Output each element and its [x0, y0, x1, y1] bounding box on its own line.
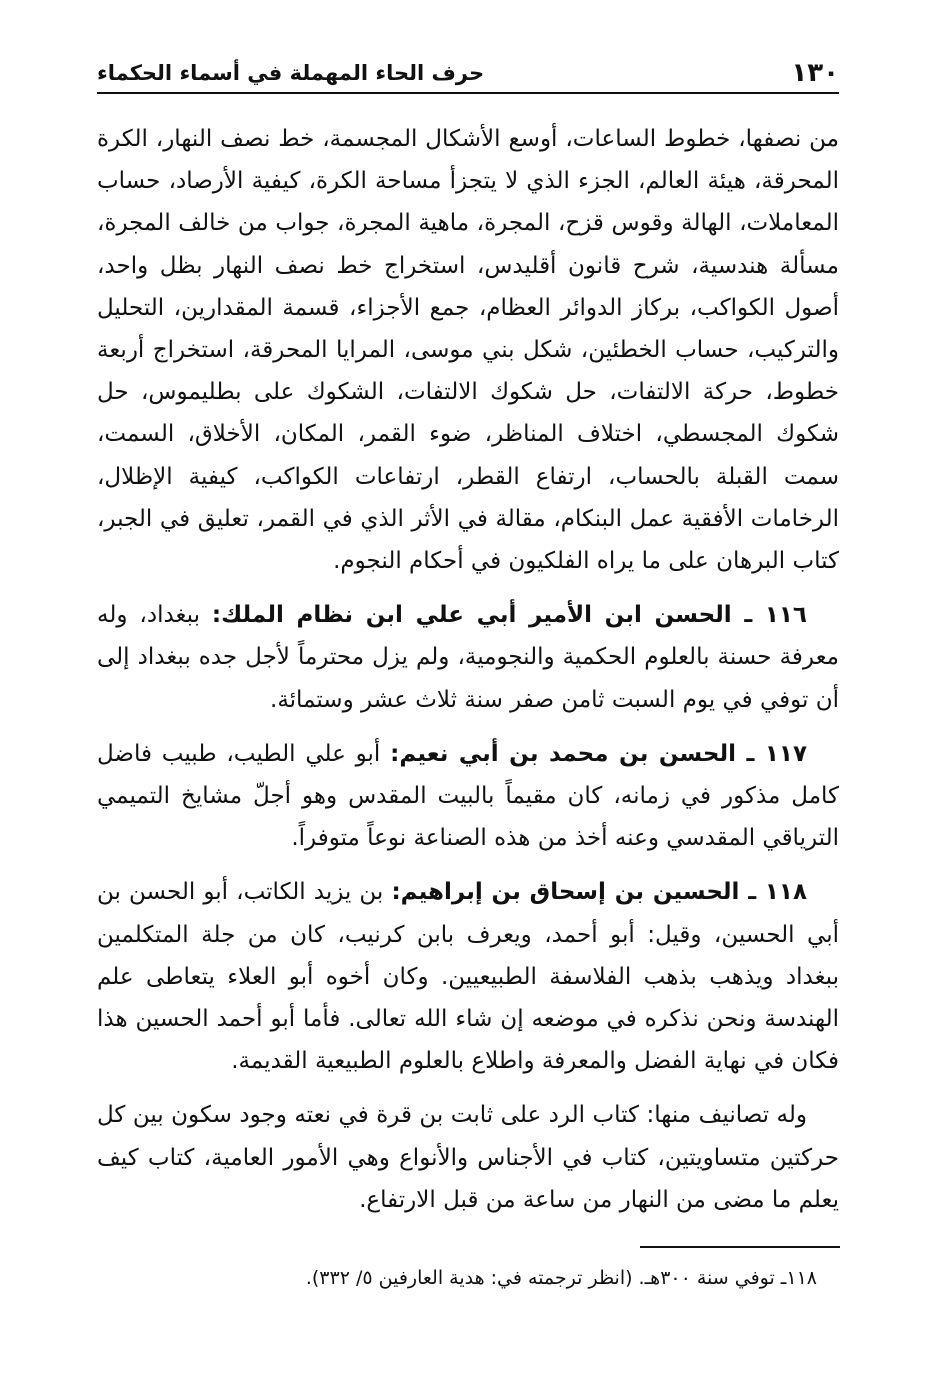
continuation-paragraph: من نصفها، خطوط الساعات، أوسع الأشكال المجسمة، خط نصف النهار، الكرة المحرقة، هيئة العالم، الجزء الذي لا يتجزأ مساحة الكرة، كيفية الأرصاد، حساب المعاملات، الهالة وقوس قزح، المجرة، ماهية المجرة، جواب من خالف المجرة، مسألة هندسية، شرح قانون أقليدس، استخراج خط نصف النهار بظل واحد، أصول الكواكب، بركاز الدوائر العظام، جمع الأجزاء، قسمة المقدارين، التحليل والتركيب، حساب الخطئين، شكل بني موسى، المرايا المحرقة، استخراج أربعة خطوط، حركة الالتفات، حل شكوك الالتفات، الشكوك على بطليموس، حل شكوك المجسطي، اختلاف المناظر، ضوء القمر، المكان، الأخلاق، السمت، سمت القبلة بالحساب، ارتفاع القطر، ارتفاعات الكواكب، كيفية الإظلال، الرخامات الأفقية عمل البنكام، مقالة في الأثر الذي في القمر، تعليق في الجبر، كتاب البرهان على ما يراه الفلكيون في أحكام النجوم.: [97, 126, 839, 575]
entry-text: بن يزيد الكاتب، أبو الحسن بن أبي الحسين، وقيل: أبو أحمد، ويعرف بابن كرنيب، كان من جلة المتكلمين ببغداد ويذهب بذهب الفلاسفة الطبيعيين. وكان أخوه أبو العلاء يتعاطى علم الهندسة ونحن نذكره في موضعه إن شاء الله تعالى. فأما أبو أحمد الحسين هذا فكان في نهاية الفضل والمعرفة واطلاع بالعلوم الطبيعية القديمة.: [97, 879, 839, 1075]
page-header: [97, 52, 839, 94]
footnote: ١١٨ـ توفي سنة ٣٠٠هـ. (انظر ترجمته في: هدية العارفين ٥/ ٣٣٢).: [305, 1267, 817, 1289]
entry-heading: ١١٦ ـ الحسن ابن الأمير أبي علي ابن نظام الملك:: [211, 602, 807, 629]
entry-116: [97, 594, 839, 721]
entry-text: أبو علي الطيب، طبيب فاضل كامل مذكور في زمانه، كان مقيماً بالبيت المقدس وهو أجلّ مشايخ التميمي الترياقي المقدسي وعنه أخذ من هذه الصناعة نوعاً متوفراً.: [97, 740, 839, 852]
works-paragraph: وله تصانيف منها: كتاب الرد على ثابت بن قرة في نعته وجود سكون بين كل حركتين متساويتين، كتاب في الأجناس والأنواع وهي الأمور العامية، كتاب كيف يعلم ما مضى من النهار من ساعة من قبل الارتفاع.: [97, 1102, 839, 1213]
entry-text: ببغداد، وله معرفة حسنة بالعلوم الحكمية والنجومية، ولم يزل محترماً لأجل جده ببغداد إلى أن توفي في يوم السبت ثامن صفر سنة ثلاث عشر وستمائة.: [97, 602, 839, 713]
running-title: حرف الحاء المهملة في أسماء الحكماء: [97, 61, 485, 85]
entry-118: [97, 871, 839, 1082]
entry-heading: ١١٨ ـ الحسين بن إسحاق بن إبراهيم:: [391, 879, 807, 906]
footnote-divider: [640, 1246, 840, 1248]
entry-117: [97, 733, 839, 860]
page-number: ١٣٠: [791, 58, 839, 88]
entry-heading: ١١٧ ـ الحسن بن محمد بن أبي نعيم:: [390, 740, 807, 767]
main-text: [97, 118, 839, 1221]
